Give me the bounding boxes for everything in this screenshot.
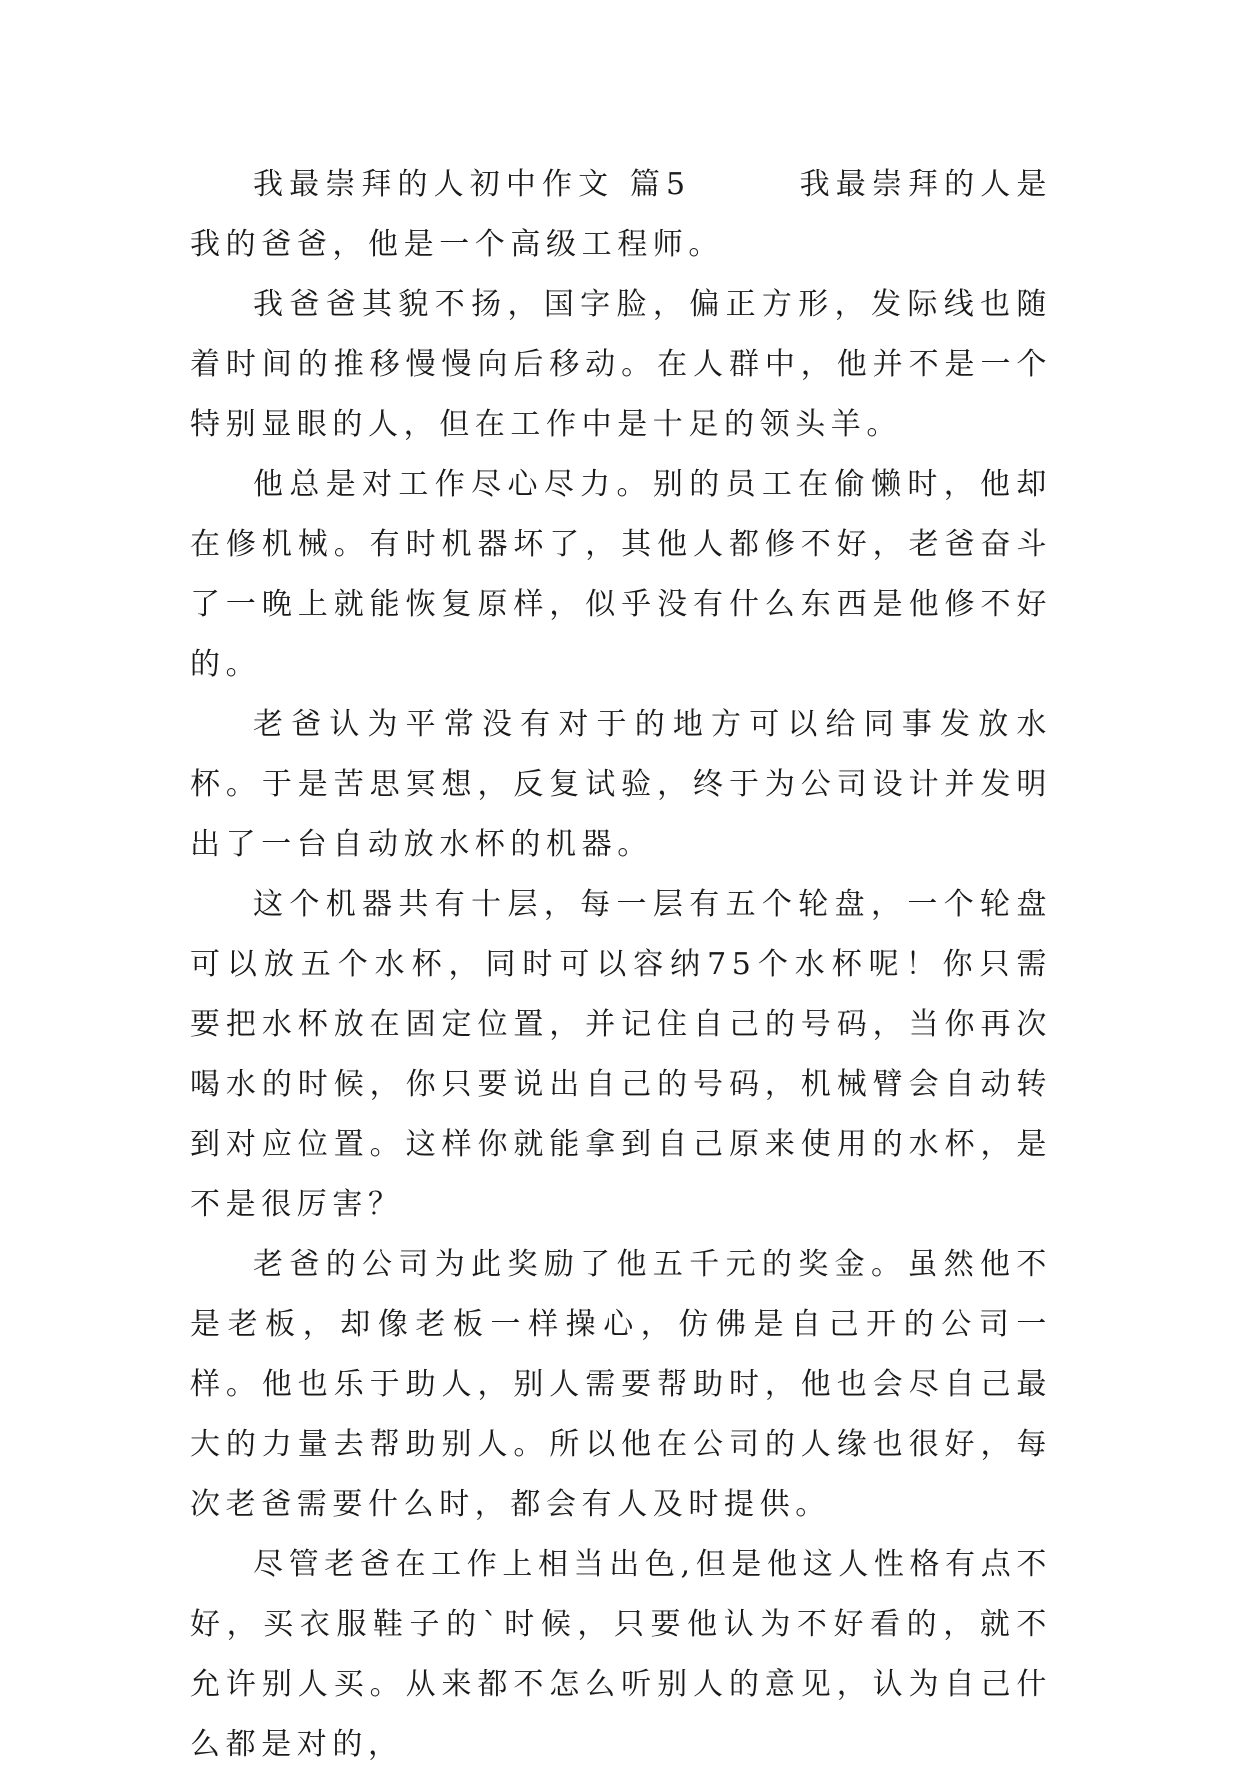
essay-body — [190, 155, 1052, 1775]
essay-paragraph-text: 我最崇拜的人是我的爸爸，他是一个高级工程师。 — [190, 167, 1052, 262]
essay-paragraph: 老爸的公司为此奖励了他五千元的奖金。虽然他不是老板，却像老板一样操心，仿佛是自己开的公司一样。他也乐于助人，别人需要帮助时，他也会尽自己最大的力量去帮助别人。所以他在公司的人缘也很好，每次老爸需要什么时，都会有人及时提供。 — [190, 1247, 1052, 1522]
essay-paragraph: 我爸爸其貌不扬，国字脸，偏正方形，发际线也随着时间的推移慢慢向后移动。在人群中，他并不是一个特别显眼的人，但在工作中是十足的领头羊。 — [190, 287, 1052, 442]
essay-paragraph: 老爸认为平常没有对于的地方可以给同事发放水杯。于是苦思冥想，反复试验，终于为公司设计并发明出了一台自动放水杯的机器。 — [190, 707, 1052, 862]
essay-title: 我最崇拜的人初中作文 篇5 — [253, 167, 691, 202]
title-gap — [691, 167, 800, 202]
essay-paragraph: 这个机器共有十层，每一层有五个轮盘，一个轮盘可以放五个水杯，同时可以容纳75个水杯呢！你只需要把水杯放在固定位置，并记住自己的号码，当你再次喝水的时候，你只要说出自己的号码，机械臂会自动转到对应位置。这样你就能拿到自己原来使用的水杯，是不是很厉害？ — [190, 887, 1052, 1222]
essay-paragraph: 尽管老爸在工作上相当出色,但是他这人性格有点不好，买衣服鞋子的`时候，只要他认为不好看的，就不允许别人买。从来都不怎么听别人的意见，认为自己什么都是对的， — [190, 1547, 1052, 1762]
essay-paragraph: 他总是对工作尽心尽力。别的员工在偷懒时，他却在修机械。有时机器坏了，其他人都修不好，老爸奋斗了一晚上就能恢复原样，似乎没有什么东西是他修不好的。 — [190, 467, 1052, 682]
essay-paragraph-intro — [190, 155, 1052, 275]
